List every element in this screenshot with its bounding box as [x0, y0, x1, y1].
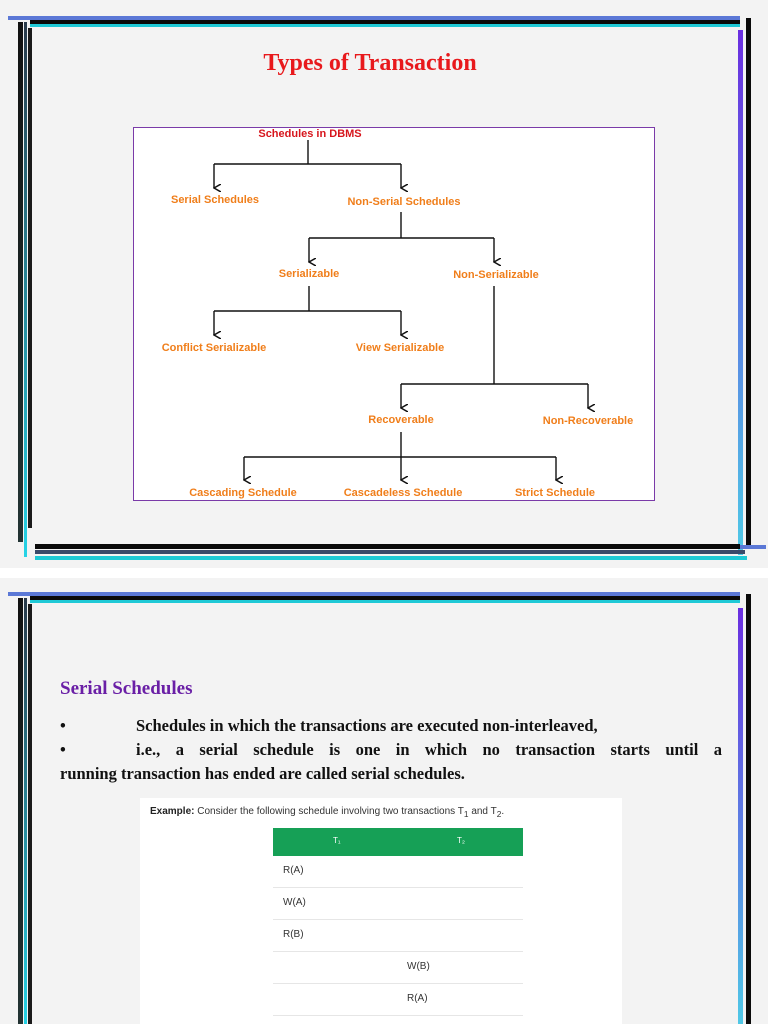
node-non-serial-schedules: Non-Serial Schedules [347, 196, 461, 208]
table-row [273, 888, 523, 920]
table-header [273, 828, 523, 856]
bullet-text-2-line2: running transaction has ended are called serial schedules. [60, 764, 465, 783]
example-panel [140, 798, 622, 1024]
schedule-tree-diagram [133, 127, 655, 501]
cell-t2: W(B) [407, 961, 430, 972]
frame-left-bar-dark [28, 28, 32, 528]
frame-left-bar-black [18, 598, 23, 1024]
example-sub2: 2 [496, 809, 502, 819]
node-cascading-schedule: Cascading Schedule [189, 487, 297, 499]
cell-t1: R(A) [283, 865, 304, 876]
frame-bottom-bar-teal [35, 550, 745, 554]
example-sub1: 1 [463, 809, 469, 819]
frame-bottom-bar-black [35, 544, 740, 549]
slide-title: Types of Transaction [263, 50, 477, 76]
section-heading: Serial Schedules [60, 678, 193, 699]
node-schedules-in-dbms: Schedules in DBMS [258, 128, 362, 140]
frame-left-bar-cyan [24, 598, 27, 1024]
node-view-serializable: View Serializable [355, 342, 445, 354]
table-row [273, 856, 523, 888]
cell-t2: R(A) [407, 993, 428, 1004]
bullet-marker: • [60, 716, 66, 735]
schedule-table [273, 828, 523, 1016]
bullet-item-2 [60, 738, 722, 786]
cell-t1: W(A) [283, 897, 306, 908]
node-non-serializable: Non-Serializable [453, 269, 539, 281]
bullet-text-1: Schedules in which the transactions are executed non-interleaved, [136, 716, 598, 735]
example-and: and T [471, 806, 497, 817]
slide-serial-schedules [0, 578, 768, 1024]
example-caption [150, 806, 504, 819]
node-strict-schedule: Strict Schedule [514, 487, 596, 499]
frame-bottom-bar-cyan [35, 556, 747, 560]
example-period: . [501, 806, 505, 817]
bullet-marker: • [60, 740, 66, 759]
frame-right-bar-black [746, 594, 751, 1024]
example-text: Consider the following schedule involving two transactions T [197, 806, 464, 817]
node-non-recoverable: Non-Recoverable [542, 415, 634, 427]
table-row [273, 920, 523, 952]
frame-top-bar-teal [30, 24, 740, 27]
frame-left-bar-black [18, 22, 23, 542]
header-t1: T₁ [333, 836, 341, 845]
header-t2: T₂ [457, 836, 465, 845]
node-cascadeless-schedule: Cascadeless Schedule [343, 487, 463, 499]
frame-right-bar-black [746, 18, 751, 548]
frame-top-bar-teal [30, 600, 740, 603]
frame-right-bar-purple [738, 30, 743, 555]
node-conflict-serializable: Conflict Serializable [161, 342, 267, 354]
node-serializable: Serializable [278, 268, 340, 280]
table-row [273, 984, 523, 1016]
frame-right-bar-purple [738, 608, 743, 1024]
tree-connectors [134, 128, 654, 500]
example-label: Example: [150, 806, 195, 817]
node-recoverable: Recoverable [368, 414, 434, 426]
node-serial-schedules: Serial Schedules [170, 194, 260, 206]
bullet-item-1 [60, 714, 722, 738]
frame-bottom-bar-blue [740, 545, 766, 549]
table-row [273, 952, 523, 984]
frame-left-bar-cyan [24, 22, 27, 557]
bullet-text-2-line1: i.e., a serial schedule is one in which no transaction starts until a [136, 740, 722, 759]
cell-t1: R(B) [283, 929, 304, 940]
frame-left-bar-dark [28, 604, 32, 1024]
